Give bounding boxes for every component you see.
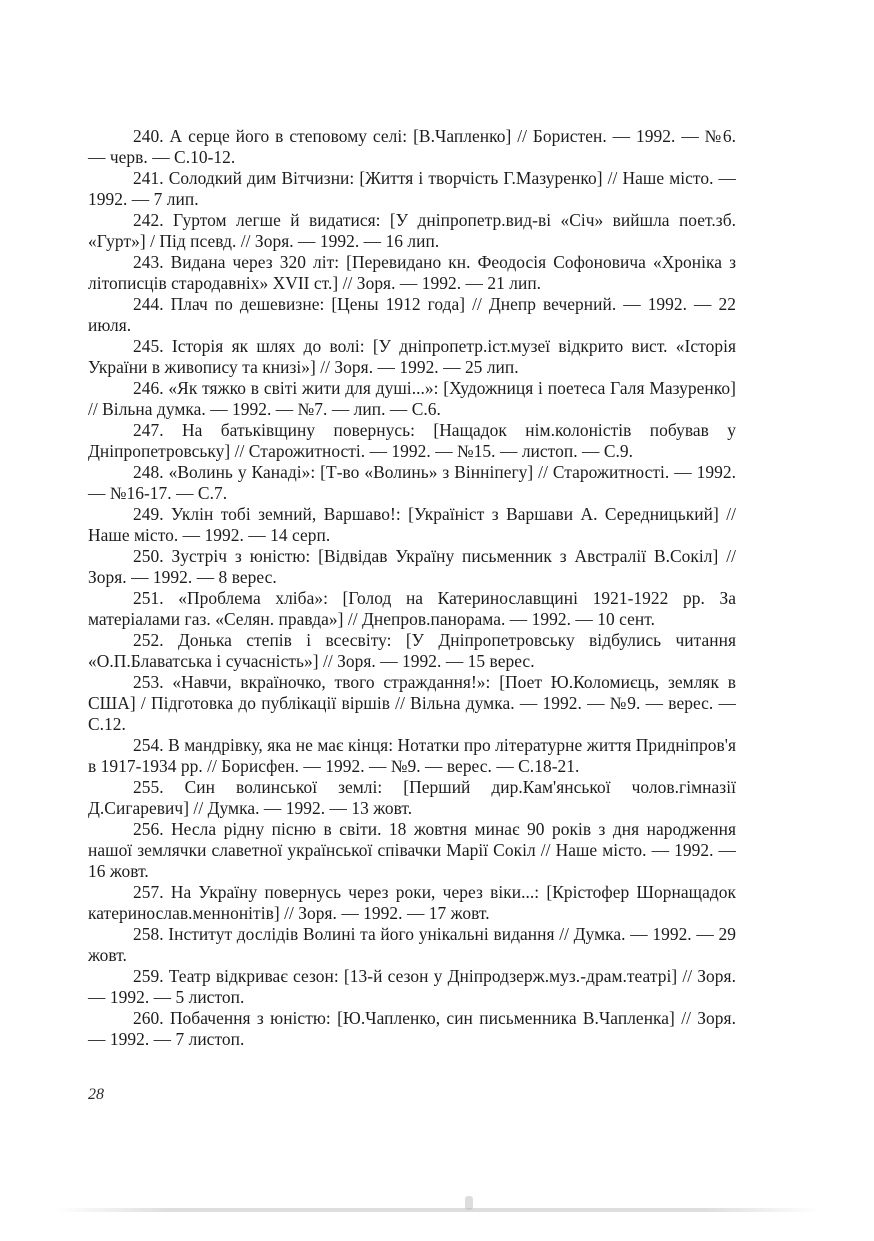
bibliography-entry: 242. Гуртом легше й видатися: [У дніпропетр.вид-ві «Січ» вийшла поет.зб. «Гурт»] / Під псевд. // Зоря. — 1992. — 16 лип. bbox=[88, 210, 736, 251]
bibliography-entry: 259. Театр відкриває сезон: [13-й сезон у Дніпродзерж.муз.-драм.театрі] // Зоря. — 1992. — 5 листоп. bbox=[88, 966, 736, 1007]
bibliography-entry: 254. В мандрівку, яка не має кінця: Нотатки про літературне життя Придніпров'я в 1917-1934 рр. // Борисфен. — 1992. — №9. — верес. — С.18-21. bbox=[88, 735, 736, 776]
bibliography-entry: 246. «Як тяжко в світі жити для душі...»: [Художниця і поетеса Галя Мазуренко] // Вільна думка. — 1992. — №7. — лип. — С.6. bbox=[88, 378, 736, 419]
bibliography-entry: 248. «Волинь у Канаді»: [Т-во «Волинь» з Вінніпегу] // Старожитності. — 1992. — №16-17. — С.7. bbox=[88, 462, 736, 503]
bibliography-entry: 243. Видана через 320 літ: [Перевидано кн. Феодосія Софоновича «Хроніка з літописців стародавніх» XVII ст.] // Зоря. — 1992. — 21 лип. bbox=[88, 252, 736, 293]
scan-edge-line bbox=[55, 1208, 820, 1212]
scan-artifact-mark bbox=[465, 1196, 473, 1210]
bibliography-entry: 241. Солодкий дим Вітчизни: [Життя і творчість Г.Мазуренко] // Наше місто. — 1992. — 7 лип. bbox=[88, 168, 736, 209]
bibliography-entry: 258. Інститут дослідів Волині та його унікальні видання // Думка. — 1992. — 29 жовт. bbox=[88, 924, 736, 965]
bibliography-entry: 249. Уклін тобі земний, Варшаво!: [Україніст з Варшави А. Середницький] // Наше місто. — 1992. — 14 серп. bbox=[88, 504, 736, 545]
bibliography-entry: 255. Син волинської землі: [Перший дир.Кам'янської чолов.гімназії Д.Сигаревич] // Думка. — 1992. — 13 жовт. bbox=[88, 777, 736, 818]
bibliography-list bbox=[88, 126, 736, 1050]
page-number: 28 bbox=[88, 1086, 104, 1103]
bibliography-entry: 240. А серце його в степовому селі: [В.Чапленко] // Бористен. — 1992. — №6. — черв. — С.10-12. bbox=[88, 126, 736, 167]
bibliography-entry: 251. «Проблема хліба»: [Голод на Катеринославщині 1921-1922 рр. За матеріалами газ. «Селян. правда»] // Днепров.панорама. — 1992. — 10 сент. bbox=[88, 588, 736, 629]
bibliography-entry: 260. Побачення з юністю: [Ю.Чапленко, син письменника В.Чапленка] // Зоря. — 1992. — 7 листоп. bbox=[88, 1008, 736, 1049]
bibliography-entry: 253. «Навчи, вкраїночко, твого страждання!»: [Поет Ю.Коломиєць, земляк в США] / Підготовка до публікації віршів // Вільна думка. — 1992. — №9. — верес. — С.12. bbox=[88, 672, 736, 734]
bibliography-entry: 250. Зустріч з юністю: [Відвідав Україну письменник з Австралії В.Сокіл] // Зоря. — 1992. — 8 верес. bbox=[88, 546, 736, 587]
bibliography-entry: 247. На батьківщину повернусь: [Нащадок нім.колоністів побував у Дніпропетровську] // Старожитності. — 1992. — №15. — листоп. — С.9. bbox=[88, 420, 736, 461]
bibliography-entry: 245. Історія як шлях до волі: [У дніпропетр.іст.музеї відкрито вист. «Історія України в живопису та книзі»] // Зоря. — 1992. — 25 лип. bbox=[88, 336, 736, 377]
bibliography-entry: 252. Донька степів і всесвіту: [У Дніпропетровську відбулись читання «О.П.Блаватська і сучасність»] // Зоря. — 1992. — 15 верес. bbox=[88, 630, 736, 671]
bibliography-entry: 257. На Україну повернусь через роки, через віки...: [Крістофер Шорнащадок катеринослав.меннонітів] // Зоря. — 1992. — 17 жовт. bbox=[88, 882, 736, 923]
bibliography-entry: 256. Несла рідну пісню в світи. 18 жовтня минає 90 років з дня народження нашої землячки славетної української співачки Марії Сокіл // Наше місто. — 1992. — 16 жовт. bbox=[88, 819, 736, 881]
bibliography-entry: 244. Плач по дешевизне: [Цены 1912 года] // Днепр вечерний. — 1992. — 22 июля. bbox=[88, 294, 736, 335]
